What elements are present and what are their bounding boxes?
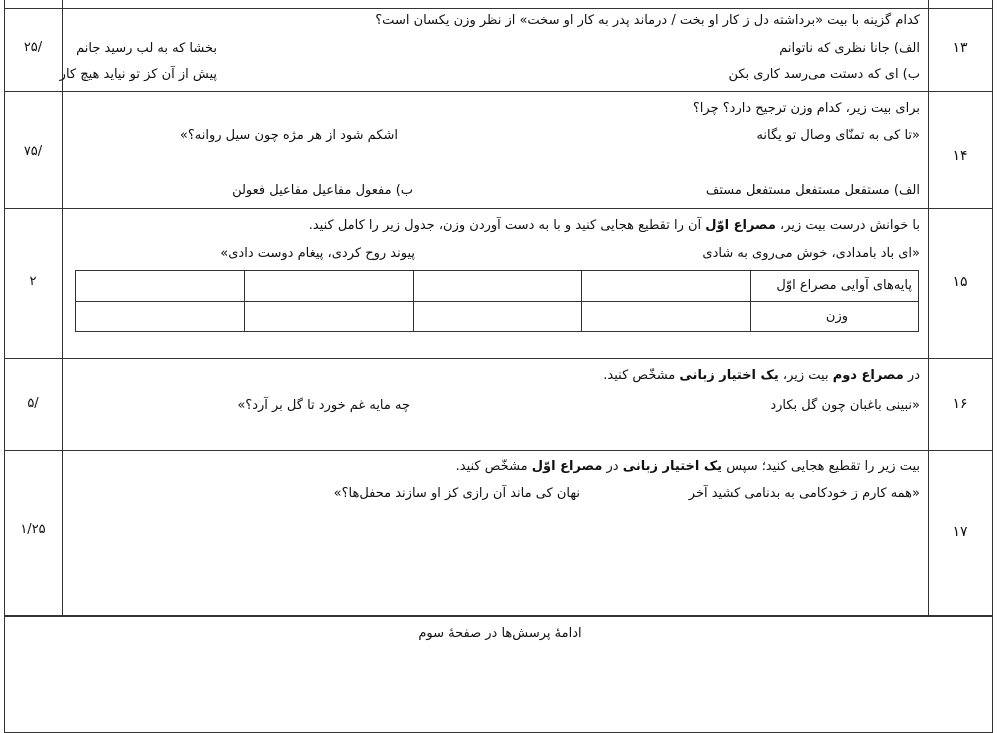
row-divider	[4, 8, 993, 9]
prompt-text: مشخّص کنید.	[603, 368, 680, 383]
answer-cell[interactable]	[244, 301, 413, 332]
verse-second: نهان کی ماند آن رازی کز او سازند محفل‌ها؟»	[333, 486, 580, 501]
option-b-first: ب) ای که دستت می‌رسد کاری بکن	[728, 67, 920, 82]
option-a: الف) مستفعل مستفعل مستفعل مستف	[705, 183, 920, 198]
row-divider	[4, 450, 993, 451]
answer-cell[interactable]	[413, 271, 582, 302]
row-divider	[4, 615, 993, 617]
prompt-text: آن را تقطیع هجایی کنید و با به دست آوردن وزن، جدول زیر را کامل کنید.	[308, 218, 706, 233]
column-divider-score	[62, 0, 63, 616]
prompt-text: در	[602, 459, 623, 474]
answer-cell[interactable]	[582, 301, 751, 332]
question-number: ۱۷	[952, 524, 968, 540]
option-b: ب) مفعول مفاعیل مفاعیل فعولن	[232, 183, 413, 198]
prompt-text: بیت زیر،	[778, 368, 833, 383]
question-prompt: برای بیت زیر، کدام وزن ترجیح دارد؟ چرا؟	[692, 101, 920, 116]
verse-second: اشکم شود از هر مژه چون سیل روانه؟»	[179, 128, 398, 143]
verse-second: چه مایه غم خورد تا گل بر آرد؟»	[237, 398, 410, 413]
question-score: /۷۵	[23, 144, 43, 159]
question-score: /۲۵	[23, 40, 43, 55]
prompt-emphasis: مصراع اوّل	[705, 218, 776, 233]
row-label: وزن	[751, 301, 919, 332]
prompt-text: بیت زیر را تقطیع هجایی کنید؛ سپس	[722, 459, 920, 474]
row-divider	[4, 358, 993, 359]
answer-cell[interactable]	[582, 271, 751, 302]
question-score: ۲	[29, 274, 37, 289]
prompt-text: با خوانش درست بیت زیر،	[775, 218, 920, 233]
answer-cell[interactable]	[76, 271, 245, 302]
question-number: ۱۳	[952, 40, 968, 56]
option-b-second: پیش از آن کز تو نیاید هیچ کار	[59, 67, 217, 82]
option-a-second: بخشا که به لب رسید جانم	[76, 41, 217, 56]
question-number: ۱۶	[952, 396, 968, 412]
option-a-first: الف) جانا نظری که ناتوانم	[779, 41, 920, 56]
verse-second: پیوند روح کردی، پیغام دوست دادی»	[220, 246, 415, 261]
answer-cell[interactable]	[76, 301, 245, 332]
prompt-emphasis: یک اختیار زبانی	[622, 459, 723, 474]
prompt-emphasis: یک اختیار زبانی	[679, 368, 779, 383]
answer-cell[interactable]	[244, 271, 413, 302]
question-prompt	[603, 367, 920, 385]
verse-first: «ای باد بامدادی، خوش می‌روی به شادی	[702, 246, 920, 261]
scansion-table	[75, 270, 919, 332]
row-divider	[4, 91, 993, 92]
question-prompt	[309, 217, 920, 235]
table-border-left	[4, 0, 5, 733]
prompt-emphasis: مصراع دوم	[832, 368, 904, 383]
question-score: /۵	[27, 396, 39, 411]
question-number: ۱۵	[952, 274, 968, 290]
question-prompt: کدام گزینه با بیت «برداشته دل ز کار او بخت / درماند پدر به کار او سخت» از نظر وزن یکسان است؟	[375, 13, 920, 28]
verse-first: «نبینی باغبان چون گل بکارد	[770, 398, 920, 413]
footer-note: ادامهٔ پرسش‌ها در صفحهٔ سوم	[418, 626, 582, 641]
row-label: پایه‌های آوایی مصراع اوّل	[751, 271, 919, 302]
row-divider	[4, 208, 993, 209]
prompt-emphasis: مصراع اوّل	[531, 459, 603, 474]
question-score: ۱/۲۵	[20, 522, 46, 537]
question-number: ۱۴	[952, 148, 968, 164]
verse-first: «همه کارم ز خودکامی به بدنامی کشید آخر	[688, 486, 920, 501]
verse-first: «تا کی به تمنّای وصال تو یگانه	[756, 128, 920, 143]
prompt-text: در	[903, 368, 920, 383]
question-prompt	[456, 458, 920, 476]
table-border-right	[992, 0, 993, 733]
answer-cell[interactable]	[413, 301, 582, 332]
prompt-text: مشخّص کنید.	[455, 459, 532, 474]
